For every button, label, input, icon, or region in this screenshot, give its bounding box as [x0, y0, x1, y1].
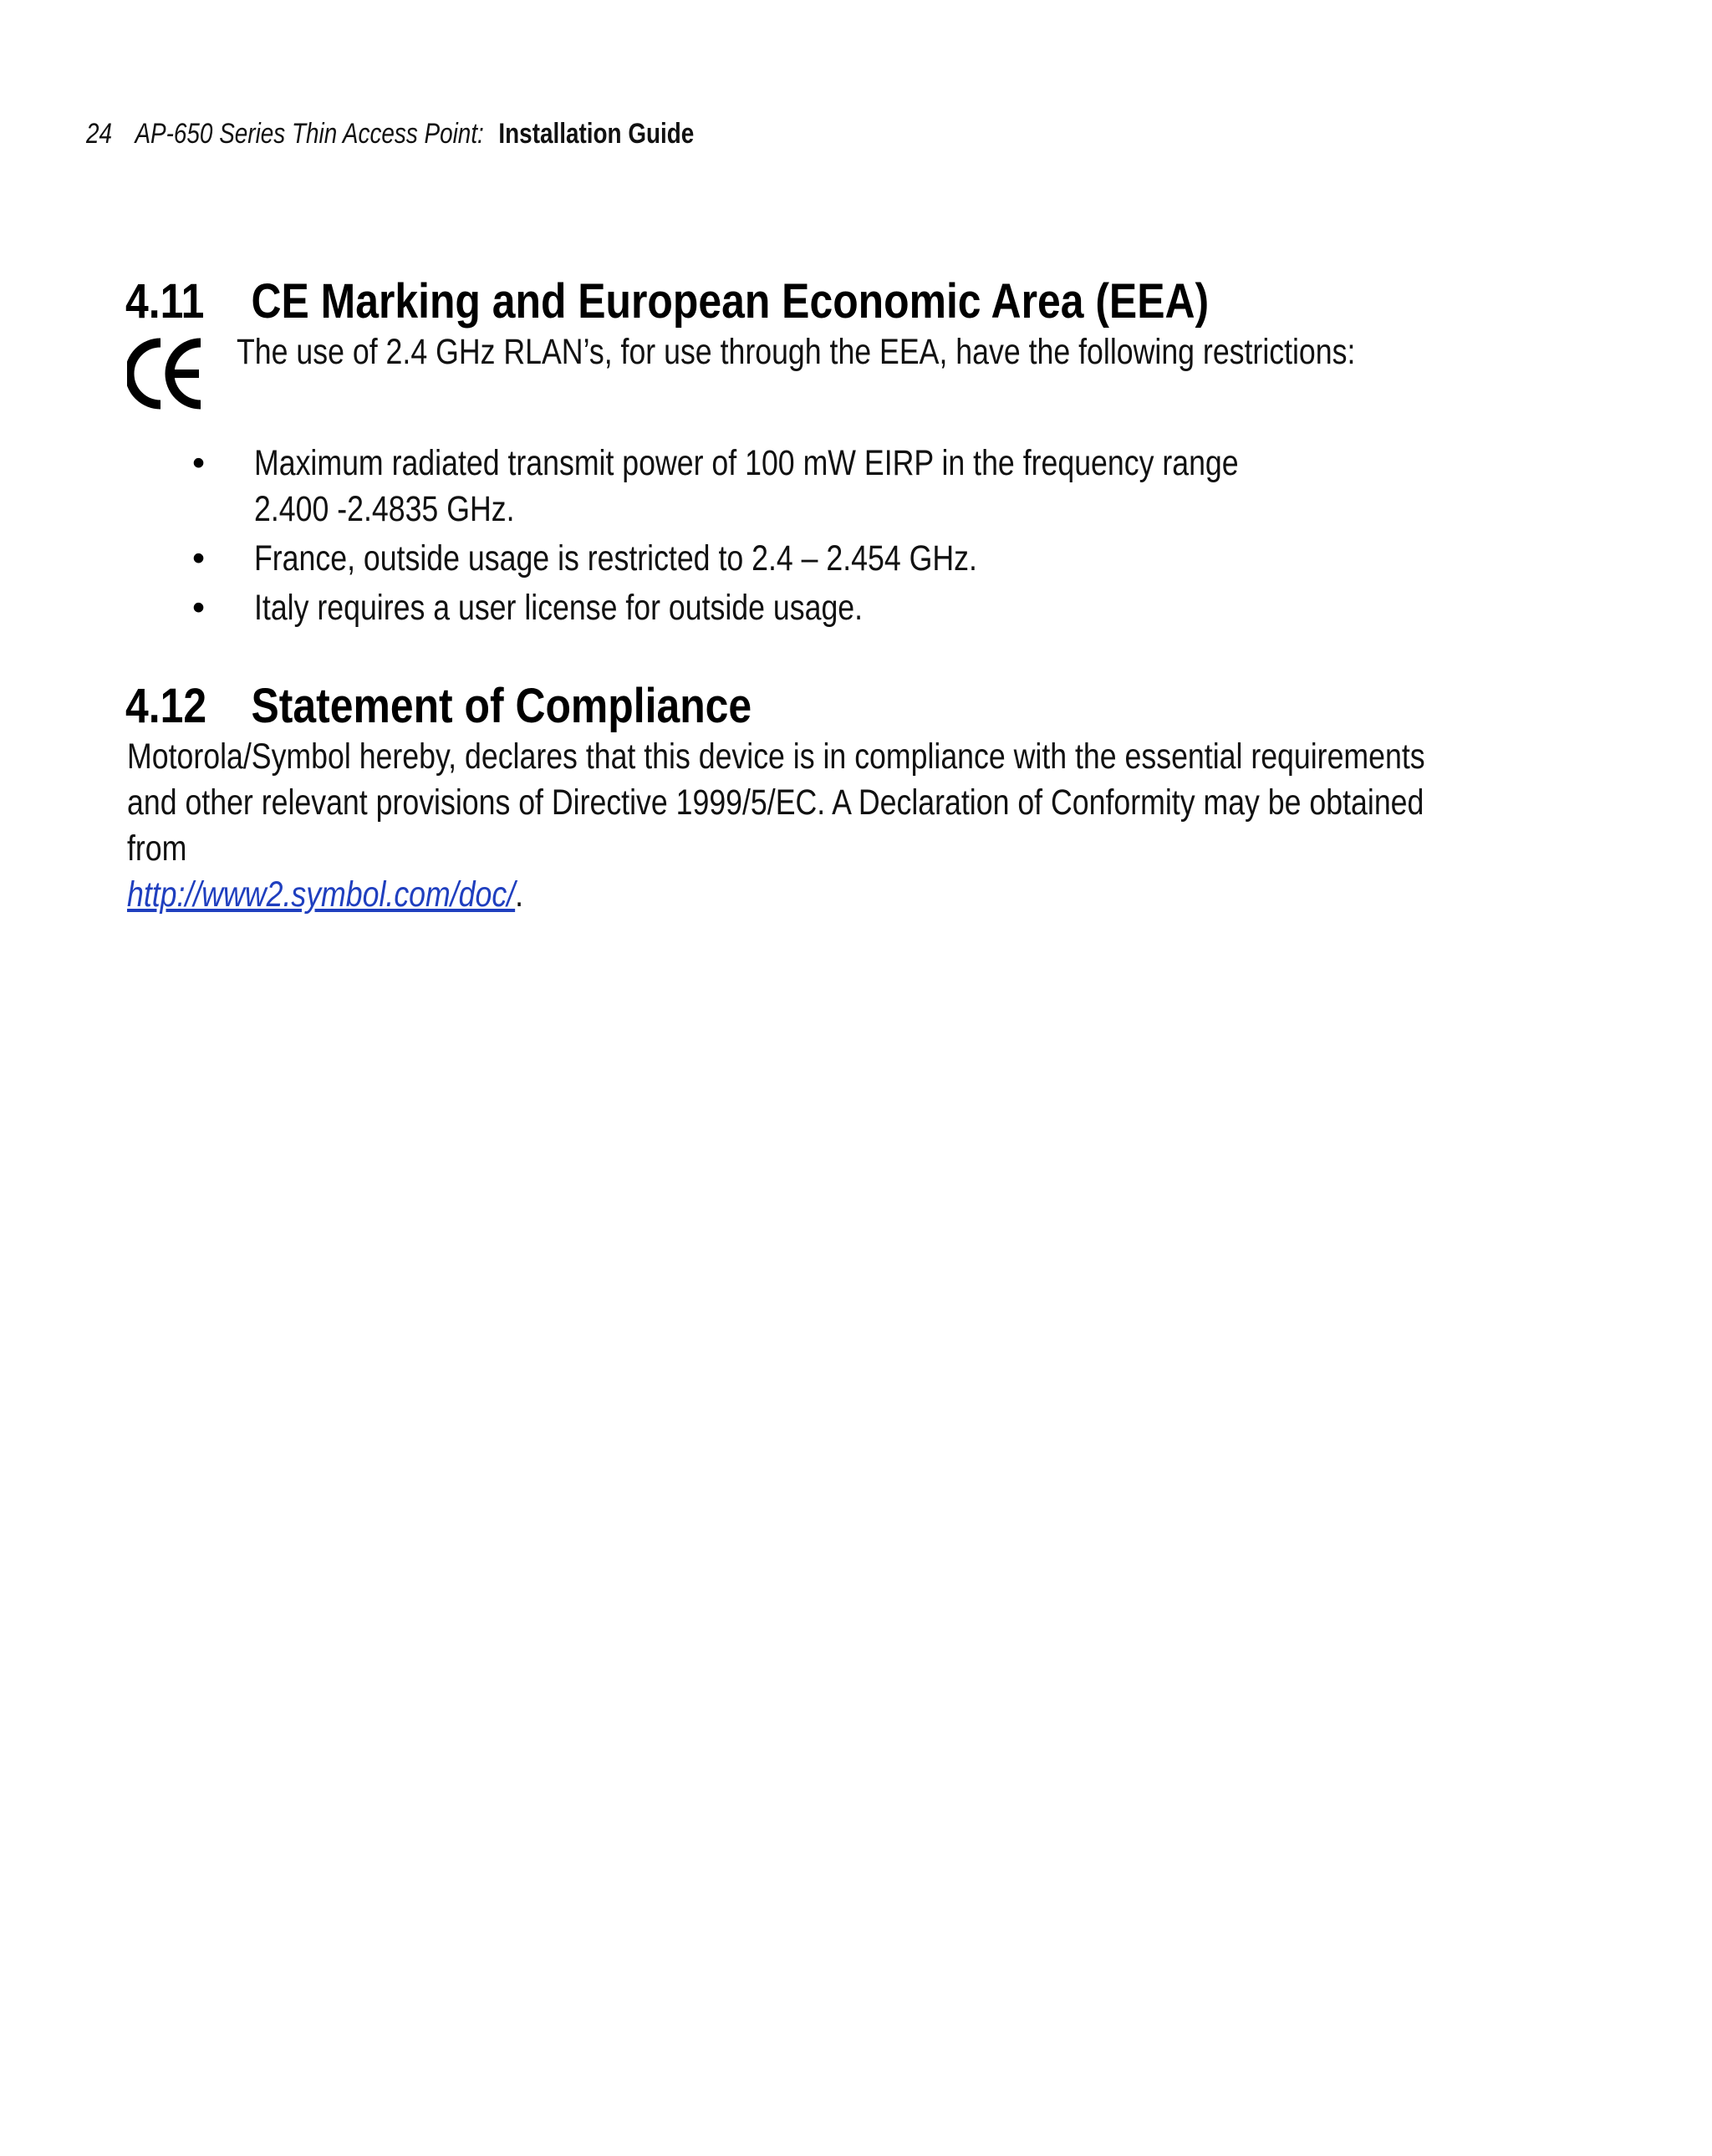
compliance-line: and other relevant provisions of Directive 1999/5/EC. A Declaration of Conformity may be obtained [127, 782, 1424, 823]
restrictions-list [192, 441, 1483, 631]
list-item-text: Maximum radiated transmit power of 100 mW EIRP in the frequency range 2.400 -2.4835 GHz. [254, 443, 1239, 529]
section-title: CE Marking and European Economic Area (EEA) [251, 274, 1210, 329]
list-item [192, 441, 1483, 536]
section-number: 4.11 [125, 274, 205, 329]
document-title: AP-650 Series Thin Access Point: [135, 118, 484, 150]
compliance-line: from [127, 828, 187, 869]
compliance-paragraph [127, 734, 1633, 918]
running-header [86, 117, 694, 150]
document-subtitle: Installation Guide [498, 118, 695, 150]
compliance-line: Motorola/Symbol hereby, declares that this device is in compliance with the essential requirements [127, 737, 1425, 777]
section-title: Statement of Compliance [251, 679, 752, 733]
section-heading-4-12 [125, 679, 752, 734]
link-suffix: . [515, 874, 524, 915]
compliance-link-line [127, 872, 1633, 918]
page-number: 24 [86, 118, 113, 150]
list-item-text: France, outside usage is restricted to 2.4 – 2.454 GHz. [254, 538, 977, 579]
bullet-icon: • [192, 588, 206, 628]
bullet-icon: • [192, 443, 206, 483]
bullet-icon: • [192, 538, 206, 579]
list-item-text: Italy requires a user license for outside usage. [254, 588, 864, 628]
section-number: 4.12 [125, 679, 207, 733]
list-item [192, 536, 1483, 585]
section-heading-4-11 [125, 274, 1209, 329]
ce-mark-icon [127, 336, 207, 411]
list-item [192, 585, 1483, 631]
intro-paragraph: The use of 2.4 GHz RLAN’s, for use through the EEA, have the following restrictions: [237, 332, 1356, 372]
declaration-link[interactable]: http://www2.symbol.com/doc/ [127, 874, 516, 915]
